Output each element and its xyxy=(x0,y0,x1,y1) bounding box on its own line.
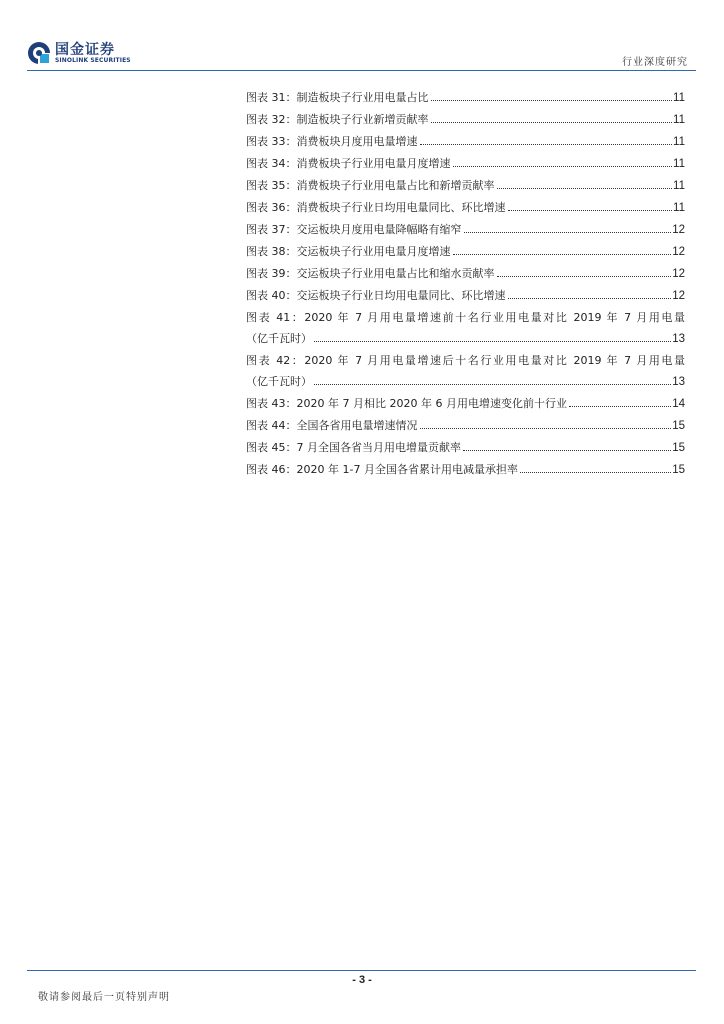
toc-label: （亿千瓦时） xyxy=(246,375,312,388)
toc-label: 图表 32：制造板块子行业新增贡献率 xyxy=(246,113,429,126)
toc-page-number: 12 xyxy=(672,268,685,280)
toc-label: 图表 45：7 月全国各省当月用电增量贡献率 xyxy=(246,441,461,454)
toc-entry[interactable] xyxy=(246,437,685,459)
toc-page-number: 15 xyxy=(672,442,685,454)
toc-label: 图表 43：2020 年 7 月相比 2020 年 6 月用电增速变化前十行业 xyxy=(246,397,567,410)
toc-line xyxy=(246,459,685,481)
toc-line xyxy=(246,371,685,393)
toc-dot-leader xyxy=(420,144,673,145)
toc-line xyxy=(246,219,685,241)
toc-page-number: 11 xyxy=(673,136,685,148)
toc-entry[interactable] xyxy=(246,263,685,285)
toc-page-number: 11 xyxy=(673,202,685,214)
toc-dot-leader xyxy=(508,210,673,211)
toc-label: 图表 46：2020 年 1-7 月全国各省累计用电减量承担率 xyxy=(246,463,518,476)
toc-page-number: 13 xyxy=(672,333,685,345)
toc-label-line1: 图表 42：2020 年 7 月用电量增速后十名行业用电量对比 2019 年 7 月用电量 xyxy=(246,354,685,367)
toc-dot-leader xyxy=(453,166,673,167)
logo-chinese-name: 国金证券 xyxy=(55,42,115,58)
toc-line xyxy=(246,328,685,350)
toc-page-number: 12 xyxy=(672,290,685,302)
toc-dot-leader xyxy=(314,384,671,385)
toc-line xyxy=(246,197,685,219)
toc-dot-leader xyxy=(520,472,671,473)
toc-page-number: 12 xyxy=(672,224,685,236)
toc-dot-leader xyxy=(508,298,672,299)
toc-page-number: 11 xyxy=(673,114,685,126)
toc-label: 图表 39：交运板块子行业用电量占比和缩水贡献率 xyxy=(246,267,495,280)
table-of-figures xyxy=(246,87,685,481)
toc-line xyxy=(246,109,685,131)
toc-dot-leader xyxy=(464,232,672,233)
toc-entry[interactable] xyxy=(246,415,685,437)
toc-line xyxy=(246,437,685,459)
toc-entry[interactable] xyxy=(246,109,685,131)
toc-line xyxy=(246,175,685,197)
toc-label: （亿千瓦时） xyxy=(246,332,312,345)
toc-entry[interactable] xyxy=(246,87,685,109)
toc-line xyxy=(246,87,685,109)
toc-entry[interactable] xyxy=(246,131,685,153)
toc-page-number: 11 xyxy=(673,180,685,192)
logo-english-name: SINOLINK SECURITIES xyxy=(55,57,131,64)
toc-dot-leader xyxy=(569,406,671,407)
toc-dot-leader xyxy=(497,188,673,189)
disclaimer-text: 敬请参阅最后一页特别声明 xyxy=(38,992,170,1003)
toc-dot-leader xyxy=(431,100,673,101)
toc-entry[interactable] xyxy=(246,219,685,241)
toc-dot-leader xyxy=(314,341,671,342)
sinolink-logo-icon xyxy=(27,41,51,65)
page-header xyxy=(0,0,724,72)
toc-dot-leader xyxy=(463,450,671,451)
toc-label: 图表 33：消费板块月度用电量增速 xyxy=(246,135,418,148)
sinolink-logo xyxy=(27,39,137,69)
toc-label: 图表 38：交运板块子行业用电量月度增速 xyxy=(246,245,451,258)
toc-line xyxy=(246,415,685,437)
toc-entry[interactable] xyxy=(246,459,685,481)
toc-entry[interactable] xyxy=(246,241,685,263)
toc-page-number: 15 xyxy=(672,464,685,476)
toc-label: 图表 40：交运板块子行业日均用电量同比、环比增速 xyxy=(246,289,506,302)
toc-line xyxy=(246,393,685,415)
toc-page-number: 12 xyxy=(672,246,685,258)
toc-page-number: 11 xyxy=(673,158,685,170)
toc-line xyxy=(246,153,685,175)
toc-entry[interactable] xyxy=(246,175,685,197)
toc-label: 图表 36：消费板块子行业日均用电量同比、环比增速 xyxy=(246,201,506,214)
report-type: 行业深度研究 xyxy=(622,57,688,68)
toc-dot-leader xyxy=(420,428,672,429)
toc-label: 图表 34：消费板块子行业用电量月度增速 xyxy=(246,157,451,170)
toc-label: 图表 37：交运板块月度用电量降幅略有缩窄 xyxy=(246,223,462,236)
header-divider xyxy=(27,70,696,71)
toc-page-number: 14 xyxy=(672,398,685,410)
toc-page-number: 11 xyxy=(673,92,685,104)
toc-line xyxy=(246,131,685,153)
toc-line xyxy=(246,285,685,307)
toc-page-number: 13 xyxy=(672,376,685,388)
toc-label: 图表 31：制造板块子行业用电量占比 xyxy=(246,91,429,104)
toc-dot-leader xyxy=(453,254,672,255)
toc-entry[interactable] xyxy=(246,153,685,175)
toc-page-number: 15 xyxy=(672,420,685,432)
toc-entry[interactable] xyxy=(246,197,685,219)
toc-entry[interactable] xyxy=(246,350,685,393)
toc-label: 图表 35：消费板块子行业用电量占比和新增贡献率 xyxy=(246,179,495,192)
toc-label: 图表 44：全国各省用电量增速情况 xyxy=(246,419,418,432)
toc-entry[interactable] xyxy=(246,307,685,350)
toc-dot-leader xyxy=(431,122,673,123)
toc-line xyxy=(246,263,685,285)
toc-line xyxy=(246,241,685,263)
toc-dot-leader xyxy=(497,276,672,277)
footer-divider xyxy=(27,970,696,971)
toc-entry[interactable] xyxy=(246,393,685,415)
toc-label-line1: 图表 41：2020 年 7 月用电量增速前十名行业用电量对比 2019 年 7 月用电量 xyxy=(246,311,685,324)
toc-entry[interactable] xyxy=(246,285,685,307)
page-number: - 3 - xyxy=(352,974,372,986)
